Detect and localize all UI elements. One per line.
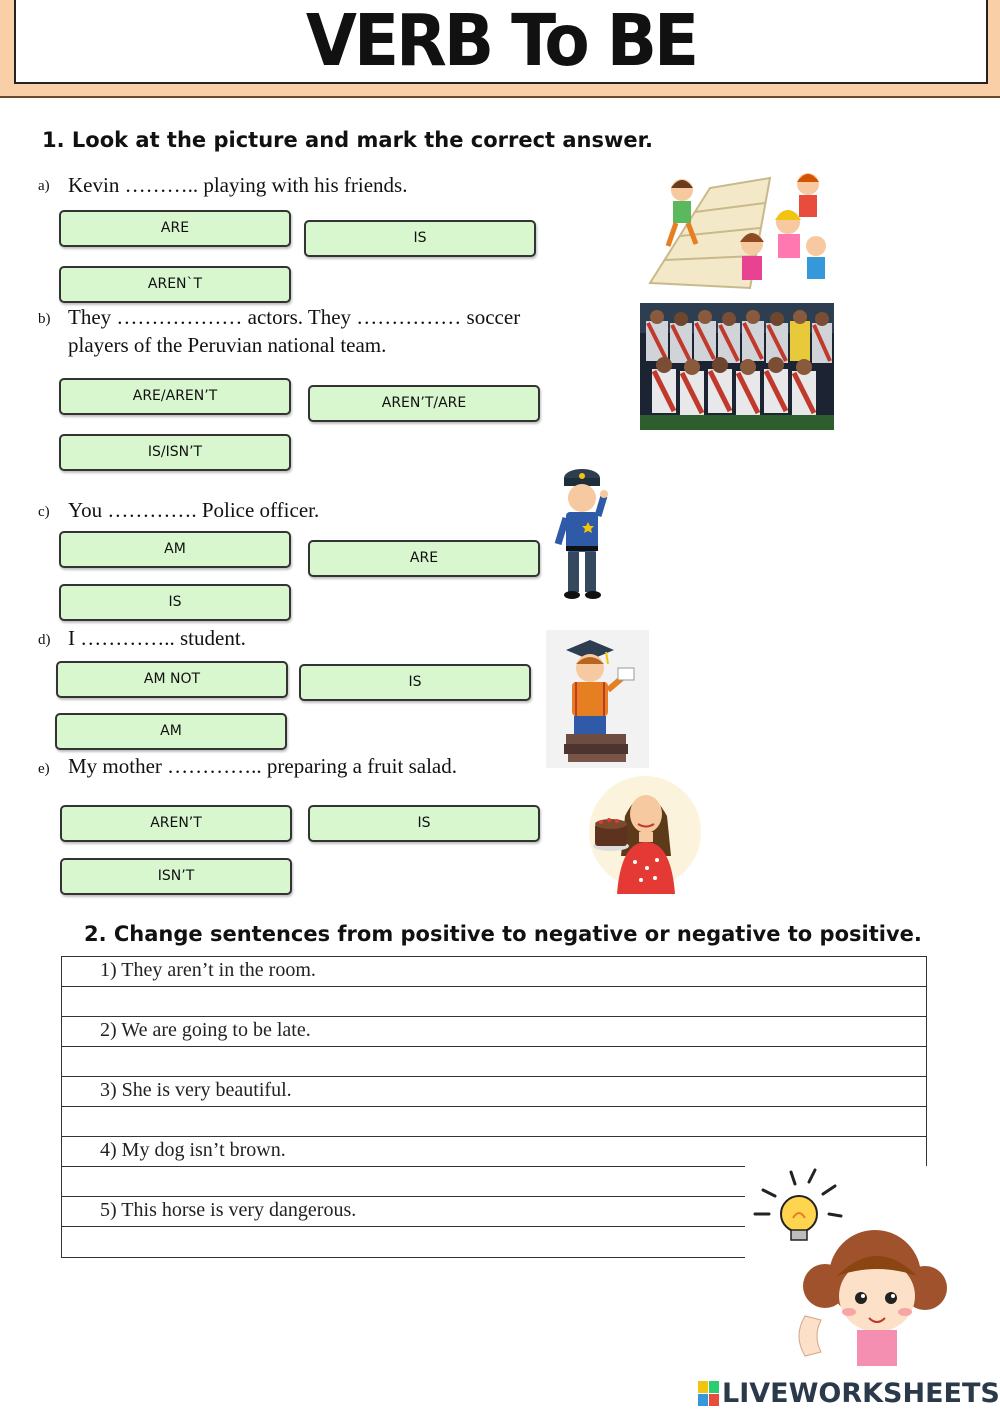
question-d-letter: d) [38, 632, 51, 648]
brand-logo-text: LIVEWORKSHEETS [722, 1378, 1000, 1409]
soccer-team-picture [640, 303, 834, 430]
answer-input-2[interactable] [62, 1047, 926, 1076]
question-b-letter: b) [38, 311, 51, 327]
question-a-text: Kevin ……….. playing with his friends. [68, 173, 408, 197]
sentence-row [62, 957, 926, 987]
question-c-text: You …………. Police officer. [68, 498, 320, 522]
section2-heading: 2. Change sentences from positive to negative or negative to positive. [84, 922, 922, 946]
brand-logo-icon [698, 1381, 720, 1407]
answer-input-3[interactable] [62, 1107, 926, 1136]
question-b-option-is-isnt[interactable]: IS/ISN’T [59, 434, 291, 471]
answer-row[interactable] [62, 987, 926, 1017]
answer-row[interactable] [62, 1047, 926, 1077]
question-a-option-is[interactable]: IS [304, 220, 536, 257]
student-picture [546, 630, 649, 768]
question-e-option-arent[interactable]: AREN’T [60, 805, 292, 842]
sentence-1: 1) They aren’t in the room. [100, 959, 316, 981]
sentence-4: 4) My dog isn’t brown. [100, 1139, 286, 1161]
police-officer-picture [548, 466, 626, 602]
question-e-option-is[interactable]: IS [308, 805, 540, 842]
question-d-text: I ………….. student. [68, 626, 246, 650]
title-banner [0, 0, 1000, 98]
question-e-letter: e) [38, 761, 50, 777]
answer-input-1[interactable] [62, 987, 926, 1016]
sentence-row [62, 1017, 926, 1047]
section1-heading: 1. Look at the picture and mark the correct answer. [42, 128, 653, 152]
question-a-option-arent[interactable]: AREN`T [59, 266, 291, 303]
question-b-text-line2: players of the Peruvian national team. [68, 333, 387, 357]
question-c-option-is[interactable]: IS [59, 584, 291, 621]
question-c-option-are[interactable]: ARE [308, 540, 540, 577]
question-a-option-are[interactable]: ARE [59, 210, 291, 247]
girl-with-lightbulb-picture [745, 1166, 971, 1366]
question-d-option-am[interactable]: AM [55, 713, 287, 750]
kids-playing-picture [640, 168, 840, 303]
question-c-letter: c) [38, 504, 50, 520]
question-d-option-am-not[interactable]: AM NOT [56, 661, 288, 698]
question-d-option-is[interactable]: IS [299, 664, 531, 701]
question-a-letter: a) [38, 178, 50, 194]
question-c-option-am[interactable]: AM [59, 531, 291, 568]
mother-with-cake-picture [583, 776, 707, 894]
page-title: VERB To BE [305, 0, 697, 83]
answer-row[interactable] [62, 1107, 926, 1137]
sentence-3: 3) She is very beautiful. [100, 1079, 292, 1101]
sentence-row [62, 1077, 926, 1107]
sentence-row [62, 1137, 926, 1167]
title-box [14, 0, 988, 84]
question-b-option-are-arent[interactable]: ARE/AREN’T [59, 378, 291, 415]
question-b-text: They ……………… actors. They …………… soccer [68, 305, 521, 329]
sentence-5: 5) This horse is very dangerous. [100, 1199, 357, 1221]
question-e-text: My mother ………….. preparing a fruit salad. [68, 754, 457, 778]
question-b-option-arent-are[interactable]: AREN’T/ARE [308, 385, 540, 422]
question-e-option-isnt[interactable]: ISN’T [60, 858, 292, 895]
sentence-2: 2) We are going to be late. [100, 1019, 311, 1041]
